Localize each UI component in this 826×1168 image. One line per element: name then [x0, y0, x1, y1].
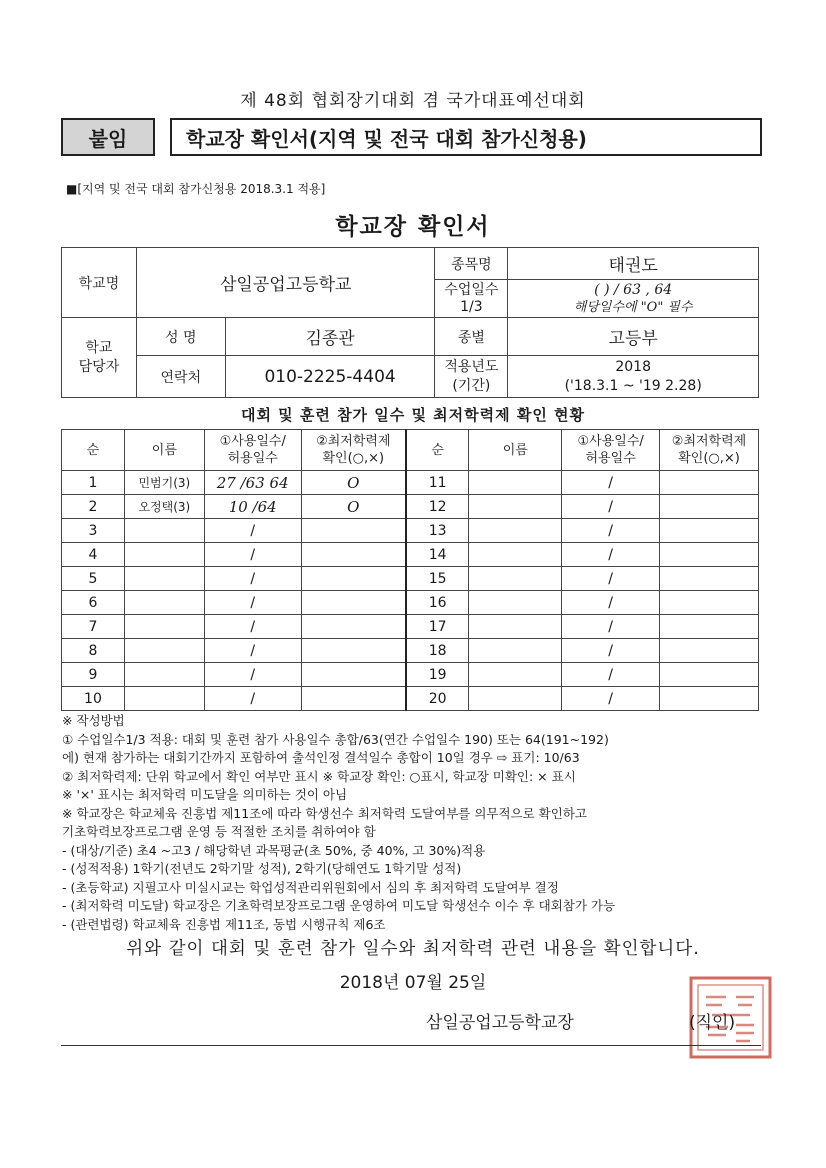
document-heading: 학교장 확인서(지역 및 전국 대회 참가신청용)	[170, 118, 762, 156]
header-days-line1: ①사용일수/	[219, 434, 286, 449]
row-name-right	[469, 471, 562, 495]
row-name-left	[124, 519, 204, 543]
row-no-left: 4	[62, 543, 125, 567]
row-days-right: /	[562, 591, 660, 615]
row-name-left	[124, 687, 204, 711]
row-acad-left	[301, 615, 406, 639]
confirmation-date: 2018년 07월 25일	[339, 973, 487, 993]
days-label-line1: 수업일수	[444, 281, 499, 298]
table-row	[62, 687, 759, 711]
row-acad-right	[660, 567, 759, 591]
row-days-left: /	[204, 615, 301, 639]
row-no-left: 3	[62, 519, 125, 543]
roster-header-row	[62, 430, 759, 471]
row-no-right: 16	[406, 591, 469, 615]
row-days-left: /	[204, 543, 301, 567]
instruction-line: ※ 학교장은 학교체육 진흥법 제11조에 따라 학생선수 최저학력 도달여부를 의무적으로 확인하고	[62, 805, 587, 821]
instruction-line: ② 최저학력제: 단위 학교에서 확인 여부만 표시 ※ 학교장 확인: ○표시, 학교장 미확인: × 표시	[62, 768, 576, 784]
staff-label	[62, 318, 137, 398]
roster-table	[61, 429, 759, 711]
row-acad-left	[301, 663, 406, 687]
table-row	[62, 663, 759, 687]
header-days-left	[204, 430, 301, 471]
row-name-left	[124, 591, 204, 615]
row-days-right: /	[562, 663, 660, 687]
instruction-line: 에) 현재 참가하는 대회기간까지 포함하여 출석인정 결석일수 총합이 10일 경우 ⇨ 표기: 10/63	[62, 750, 580, 765]
row-name-right	[469, 519, 562, 543]
year-value	[508, 356, 759, 398]
row-days-left: /	[204, 687, 301, 711]
days-label	[435, 280, 508, 318]
row-days-right: /	[562, 567, 660, 591]
instruction-line: ※ '×' 표시는 최저학력 미도달을 의미하는 것이 아님	[62, 787, 348, 802]
row-name-right	[469, 567, 562, 591]
row-acad-right	[660, 519, 759, 543]
event-title: 제 48회 협회장기대회 겸 국가대표예선대회	[240, 91, 586, 111]
roster-section-title: 대회 및 훈련 참가 일수 및 최저학력제 확인 현황	[240, 406, 586, 424]
row-name-left	[124, 639, 204, 663]
row-acad-right	[660, 687, 759, 711]
header-acad-right	[660, 430, 759, 471]
staff-label-line2: 담당자	[78, 358, 120, 375]
row-days-right: /	[562, 471, 660, 495]
row-days-left: 10 /64	[204, 495, 301, 519]
row-days-left: /	[204, 519, 301, 543]
document-title: 학교장 확인서	[335, 214, 491, 240]
row-no-left: 10	[62, 687, 125, 711]
days-hint: 해당일수에 "O" 필수	[573, 299, 693, 315]
writing-instructions	[62, 712, 762, 934]
row-acad-right	[660, 639, 759, 663]
confirmation-text: 위와 같이 대회 및 훈련 참가 일수와 최저학력 관련 내용을 확인합니다.	[126, 939, 700, 959]
row-acad-left	[301, 519, 406, 543]
days-value-text: ( ) / 63 , 64	[594, 281, 673, 298]
row-days-right: /	[562, 543, 660, 567]
row-acad-left: O	[301, 495, 406, 519]
header-days-right	[562, 430, 660, 471]
row-acad-left	[301, 543, 406, 567]
header-acad-line2: 확인(○,×)	[678, 451, 740, 466]
school-name: 삼일공업고등학교	[136, 248, 435, 318]
row-name-left: 민범기(3)	[124, 471, 204, 495]
row-name-left	[124, 543, 204, 567]
row-name-left	[124, 567, 204, 591]
row-no-left: 2	[62, 495, 125, 519]
row-acad-left: O	[301, 471, 406, 495]
row-no-left: 5	[62, 567, 125, 591]
row-name-left: 오정택(3)	[124, 495, 204, 519]
row-acad-right	[660, 615, 759, 639]
year-label	[435, 356, 508, 398]
row-no-right: 11	[406, 471, 469, 495]
row-days-left: 27 /63 64	[204, 471, 301, 495]
attachment-label: 붙임	[61, 118, 155, 156]
row-name-right	[469, 639, 562, 663]
row-no-left: 8	[62, 639, 125, 663]
row-no-right: 19	[406, 663, 469, 687]
staff-label-line1: 학교	[85, 339, 113, 356]
table-row	[62, 495, 759, 519]
row-acad-right	[660, 543, 759, 567]
signer-name: 삼일공업고등학교장	[426, 1013, 574, 1033]
row-days-right: /	[562, 687, 660, 711]
row-days-left: /	[204, 567, 301, 591]
table-row	[62, 543, 759, 567]
row-acad-right	[660, 591, 759, 615]
row-acad-right	[660, 663, 759, 687]
name-value: 김종관	[225, 318, 435, 356]
contact-label: 연락처	[136, 356, 225, 398]
row-no-right: 18	[406, 639, 469, 663]
days-value	[508, 280, 759, 318]
header-acad-line1: ②최저학력제	[316, 434, 391, 449]
contact-value: 010-2225-4404	[225, 356, 435, 398]
row-days-right: /	[562, 615, 660, 639]
row-no-right: 20	[406, 687, 469, 711]
row-name-right	[469, 591, 562, 615]
row-name-right	[469, 615, 562, 639]
row-no-left: 6	[62, 591, 125, 615]
header-days-line1: ①사용일수/	[577, 434, 644, 449]
instruction-line: - (초등학교) 지필고사 미실시교는 학업성적관리위원회에서 심의 후 최저학력 도달여부 결정	[62, 879, 559, 895]
row-days-left: /	[204, 663, 301, 687]
header-days-line2: 허용일수	[227, 451, 278, 466]
table-row	[62, 471, 759, 495]
category-value: 고등부	[508, 318, 759, 356]
instruction-line: - (대상/기준) 초4 ~고3 / 해당학년 과목평균(초 50%, 중 40%, 고 30%)적용	[62, 842, 486, 858]
form-note: ■[지역 및 전국 대회 참가신청용 2018.3.1 적용]	[66, 182, 326, 196]
row-no-left: 7	[62, 615, 125, 639]
instruction-line: 기초학력보장프로그램 운영 등 적절한 조치를 취하여야 함	[62, 824, 376, 839]
row-no-right: 12	[406, 495, 469, 519]
header-name-left: 이름	[124, 430, 204, 471]
info-table	[61, 247, 759, 398]
header-name-right: 이름	[469, 430, 562, 471]
year-period: ('18.3.1 ~ '19 2.28)	[564, 377, 702, 394]
row-days-left: /	[204, 639, 301, 663]
instruction-line: ※ 작성방법	[62, 713, 125, 728]
row-days-right: /	[562, 495, 660, 519]
row-no-left: 9	[62, 663, 125, 687]
row-name-right	[469, 687, 562, 711]
row-name-right	[469, 495, 562, 519]
seal-label: (직인)	[689, 1013, 736, 1033]
row-no-right: 17	[406, 615, 469, 639]
row-no-left: 1	[62, 471, 125, 495]
row-acad-left	[301, 591, 406, 615]
table-row	[62, 639, 759, 663]
row-days-left: /	[204, 591, 301, 615]
year-label-line1: 적용년도	[444, 358, 499, 375]
instruction-line: - (관련법령) 학교체육 진흥법 제11조, 동법 시행규칙 제6조	[62, 916, 386, 932]
header-acad-line1: ②최저학력제	[671, 434, 747, 449]
row-acad-left	[301, 639, 406, 663]
name-label: 성 명	[136, 318, 225, 356]
table-row	[62, 591, 759, 615]
row-no-right: 14	[406, 543, 469, 567]
school-label: 학교명	[62, 248, 137, 318]
row-acad-right	[660, 495, 759, 519]
header-acad-left	[301, 430, 406, 471]
row-acad-left	[301, 687, 406, 711]
instruction-line: - (최저학력 미도달) 학교장은 기초학력보장프로그램 운영하여 미도달 학생선수 이수 후 대회참가 가능	[62, 898, 616, 913]
row-name-left	[124, 663, 204, 687]
sport-label: 종목명	[435, 248, 508, 280]
category-label: 종별	[435, 318, 508, 356]
row-days-right: /	[562, 639, 660, 663]
days-label-line2: 1/3	[460, 298, 483, 315]
instruction-line: - (성적적용) 1학기(전년도 2학기말 성적), 2학기(당해연도 1학기말 성적)	[62, 861, 462, 876]
year-label-line2: (기간)	[452, 377, 491, 394]
instruction-line: ① 수업일수1/3 적용: 대회 및 훈련 참가 사용일수 총합/63(연간 수업일수 190) 또는 64(191~192)	[62, 731, 609, 747]
bottom-divider	[61, 1045, 761, 1046]
header-no-right: 순	[406, 430, 469, 471]
year-value-text: 2018	[615, 358, 651, 375]
header-acad-line2: 확인(○,×)	[322, 451, 385, 466]
row-no-right: 15	[406, 567, 469, 591]
row-acad-right	[660, 471, 759, 495]
table-row	[62, 615, 759, 639]
row-days-right: /	[562, 519, 660, 543]
row-name-left	[124, 615, 204, 639]
row-name-right	[469, 663, 562, 687]
row-name-right	[469, 543, 562, 567]
table-row	[62, 519, 759, 543]
header-days-line2: 허용일수	[585, 451, 636, 466]
row-no-right: 13	[406, 519, 469, 543]
table-row	[62, 567, 759, 591]
sport-value: 태권도	[508, 248, 759, 280]
row-acad-left	[301, 567, 406, 591]
header-no-left: 순	[62, 430, 125, 471]
